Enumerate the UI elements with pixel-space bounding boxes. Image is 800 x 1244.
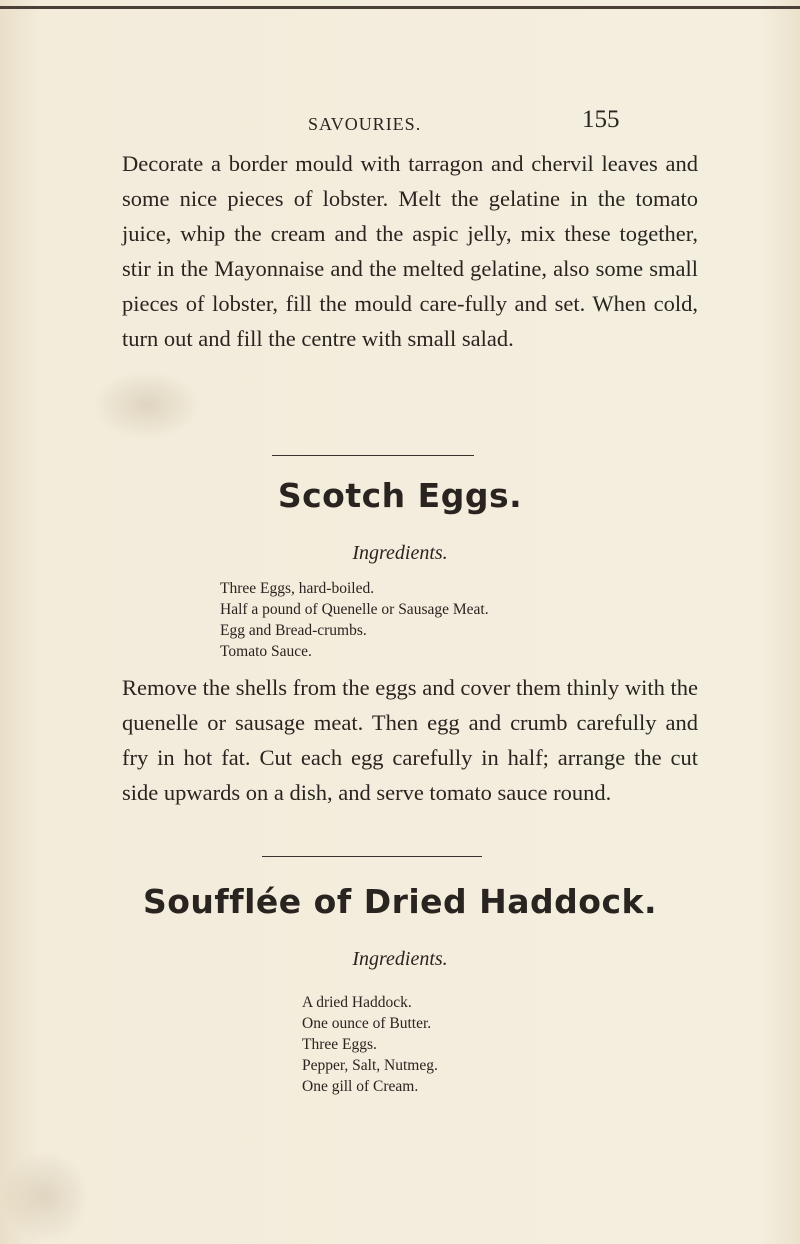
ingredient-item: Egg and Bread-crumbs. bbox=[220, 622, 367, 639]
page-number: 155 bbox=[582, 106, 620, 133]
ingredients-label: Ingredients. bbox=[352, 948, 448, 970]
intro-paragraph: Decorate a border mould with tarragon and chervil leaves and some nice pieces of lobster. Melt the gelatine in the tomato juice, whip the cream and the aspic jelly, mix these together, stir in the Mayonnaise and the melted gelatine, also some small pieces of lobster, fill the mould care-fully and set. When cold, turn out and fill the centre with small salad. bbox=[122, 151, 698, 351]
ingredient-item: Half a pound of Quenelle or Sausage Meat. bbox=[220, 601, 489, 618]
recipe-title: Scotch Eggs. bbox=[277, 476, 523, 515]
page-stain bbox=[92, 370, 202, 440]
ingredient-item: A dried Haddock. bbox=[302, 994, 412, 1011]
recipe-title: Soufflée of Dried Haddock. bbox=[142, 882, 658, 921]
ingredient-item: Three Eggs. bbox=[302, 1036, 377, 1053]
method-paragraph: Remove the shells from the eggs and cover them thinly with the quenelle or sausage meat. Then egg and crumb carefully and fry in hot fat. Cut each egg carefully in half; arrange the cut side upwards on a dish, and serve tomato sauce round. bbox=[122, 675, 698, 805]
ingredient-item: Three Eggs, hard-boiled. bbox=[220, 580, 375, 597]
ingredient-item: Pepper, Salt, Nutmeg. bbox=[302, 1057, 438, 1074]
ingredient-item: One ounce of Butter. bbox=[302, 1015, 432, 1032]
ingredients-label: Ingredients. bbox=[352, 542, 448, 564]
ingredient-item: One gill of Cream. bbox=[302, 1078, 419, 1095]
page-stain bbox=[0, 1150, 90, 1244]
ingredient-item: Tomato Sauce. bbox=[220, 643, 312, 660]
section-divider bbox=[272, 455, 474, 456]
ingredients-list bbox=[220, 578, 489, 662]
section-divider bbox=[262, 856, 482, 857]
running-head: SAVOURIES. bbox=[308, 114, 422, 134]
top-border-rule bbox=[0, 6, 800, 9]
ingredients-list bbox=[302, 992, 438, 1097]
